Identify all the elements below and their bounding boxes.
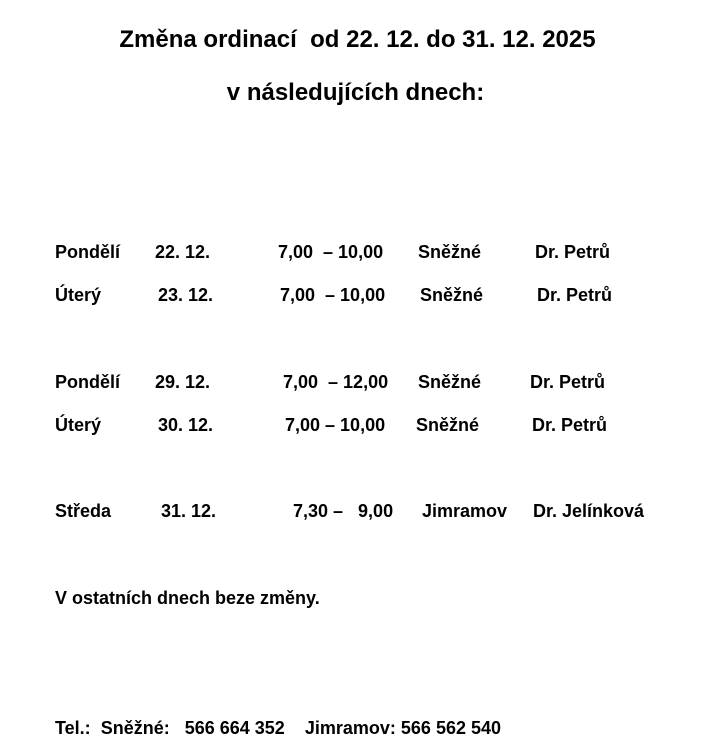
schedule-day: Pondělí: [55, 372, 121, 392]
contact-snezne-phone: 566 664 352: [184, 718, 285, 738]
schedule-day: Úterý: [55, 415, 102, 435]
schedule-place: Sněžné: [420, 285, 484, 305]
schedule-place: Jimramov: [422, 501, 508, 521]
schedule-doctor: Dr. Jelínková: [533, 501, 645, 521]
schedule-date: 29. 12.: [155, 372, 211, 392]
schedule-time: 7,30 – 9,00: [293, 501, 394, 521]
contact-line: [55, 716, 501, 740]
contact-jimramov-label: Jimramov:: [304, 718, 396, 738]
contact-snezne-label: Sněžné:: [100, 718, 170, 738]
schedule-doctor: Dr. Petrů: [532, 415, 608, 435]
schedule-date: 30. 12.: [158, 415, 214, 435]
schedule-time: 7,00 – 10,00: [278, 242, 384, 262]
schedule-date: 22. 12.: [155, 242, 211, 262]
schedule-time: 7,00 – 10,00: [285, 415, 386, 435]
schedule-time: 7,00 – 12,00: [283, 372, 389, 392]
schedule-row: [0, 499, 711, 523]
contact-jimramov-phone: 566 562 540: [400, 718, 502, 738]
schedule-row: [0, 370, 711, 394]
schedule-row: [0, 413, 711, 437]
note-no-change: V ostatních dnech beze změny.: [55, 588, 320, 608]
schedule-place: Sněžné: [418, 242, 482, 262]
schedule-date: 23. 12.: [158, 285, 214, 305]
schedule-place: Sněžné: [416, 415, 480, 435]
schedule-place: Sněžné: [418, 372, 482, 392]
contact-label: Tel.:: [55, 718, 91, 738]
schedule-day: Středa: [55, 501, 112, 521]
schedule-date: 31. 12.: [161, 501, 217, 521]
schedule-doctor: Dr. Petrů: [535, 242, 611, 262]
schedule-doctor: Dr. Petrů: [530, 372, 606, 392]
schedule-row: [0, 283, 711, 307]
schedule-time: 7,00 – 10,00: [280, 285, 386, 305]
title-line-2: v následujících dnech:: [226, 79, 485, 106]
schedule-doctor: Dr. Petrů: [537, 285, 613, 305]
schedule-day: Úterý: [55, 285, 102, 305]
schedule-row: [0, 240, 711, 264]
title-line-1: Změna ordinací od 22. 12. do 31. 12. 2025: [119, 26, 596, 53]
schedule-day: Pondělí: [55, 242, 121, 262]
